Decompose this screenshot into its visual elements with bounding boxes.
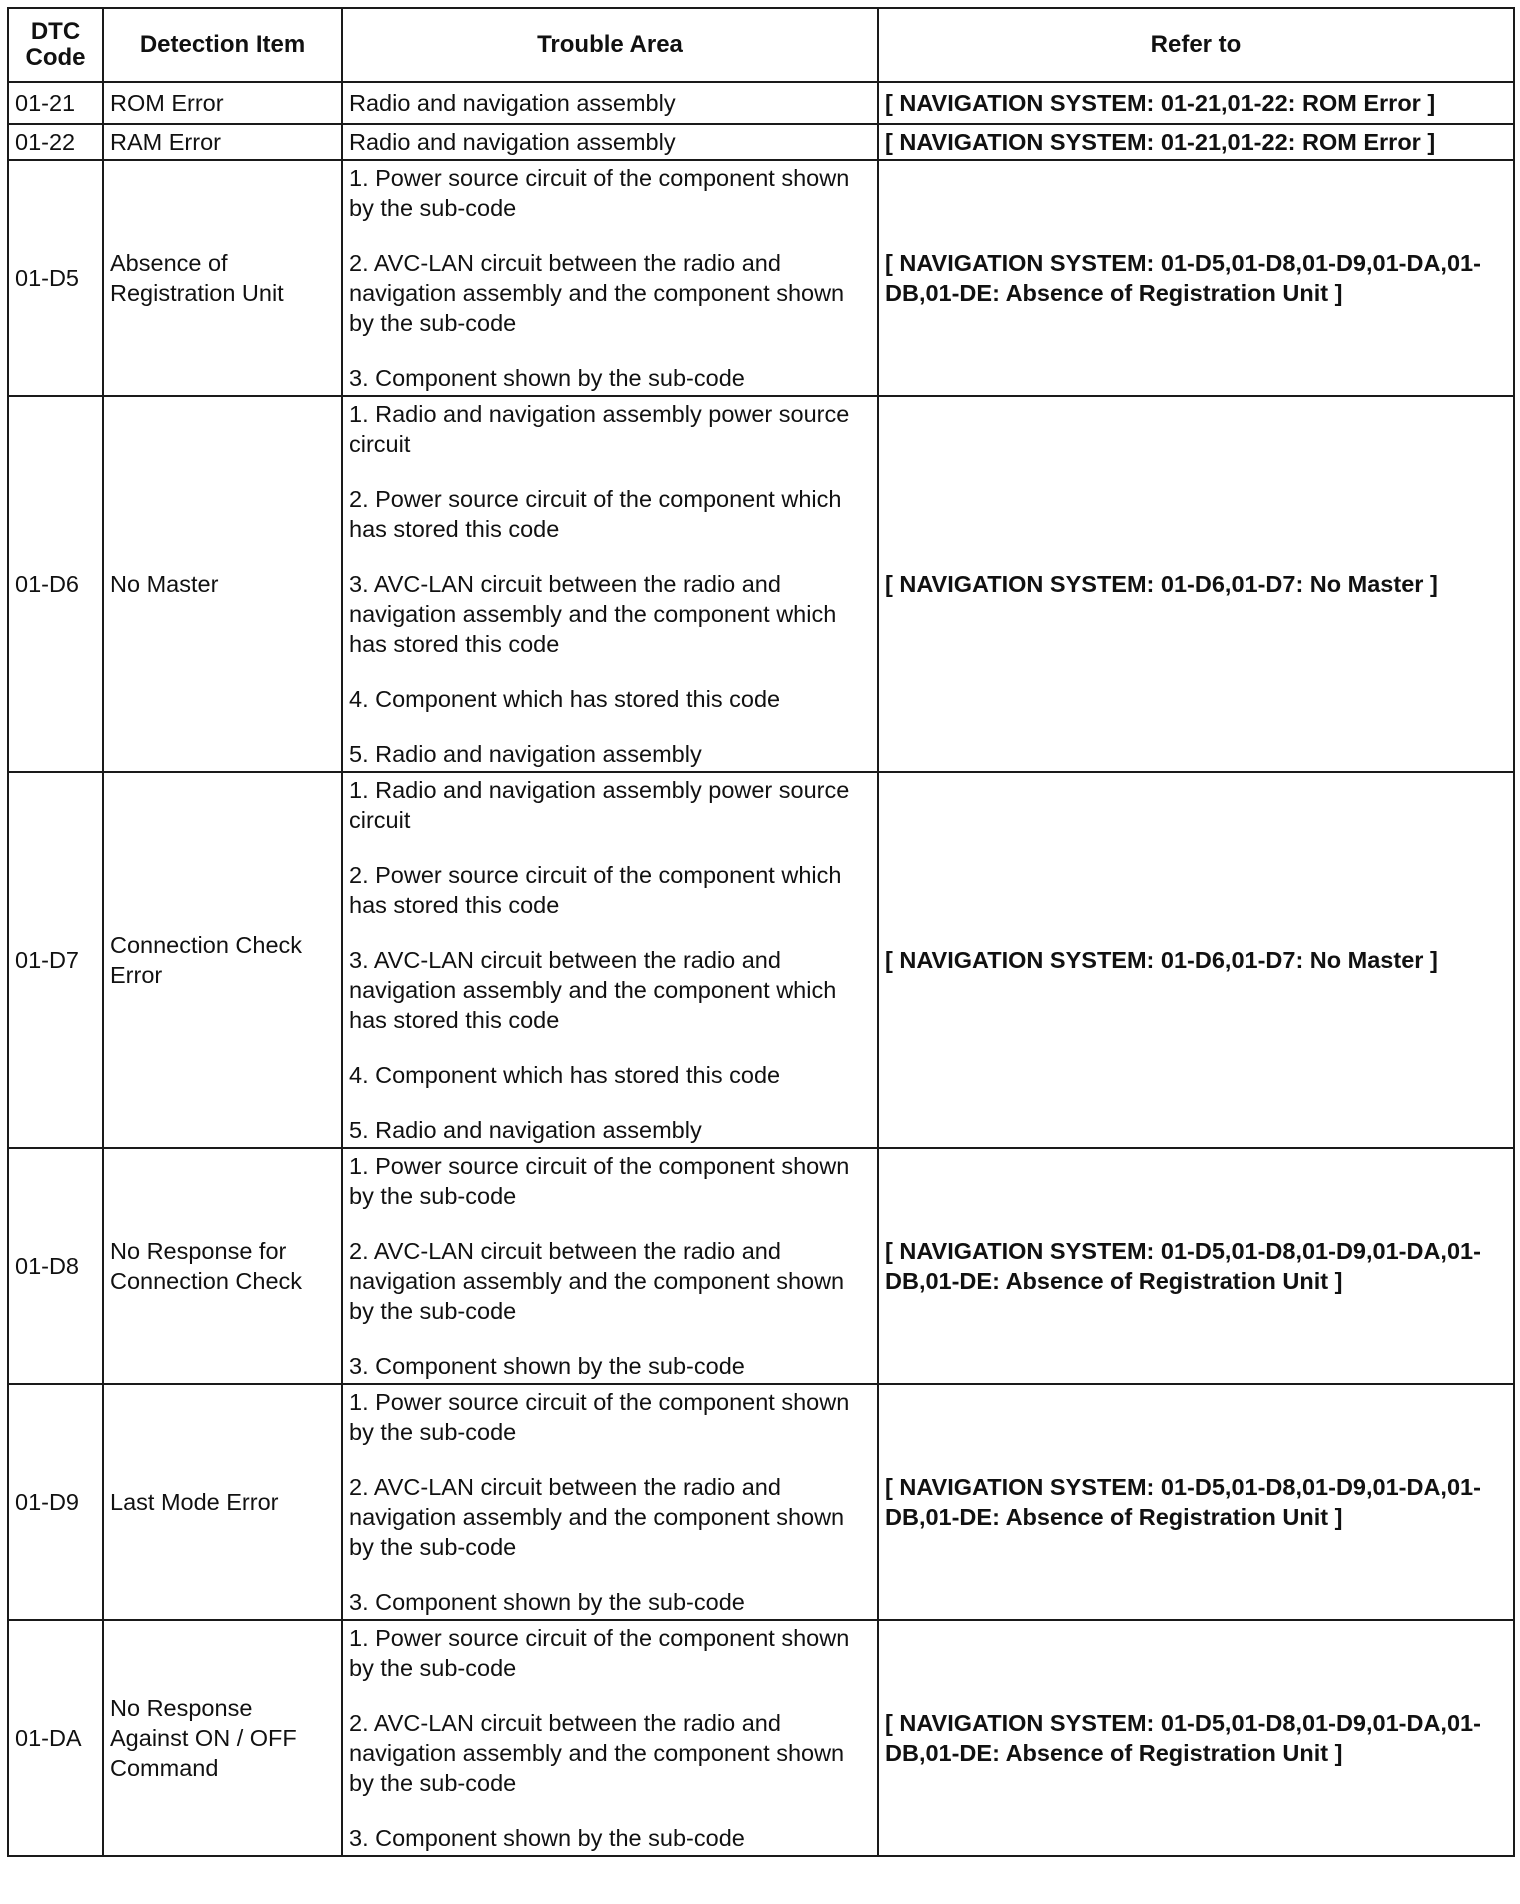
- trouble-area-item: 1. Radio and navigation assembly power source circuit: [349, 401, 850, 457]
- trouble-area-cell: [342, 1620, 878, 1856]
- detection-item-cell: ROM Error: [103, 82, 342, 124]
- trouble-area-item: 3. AVC-LAN circuit between the radio and navigation assembly and the component which has stored this code: [349, 571, 837, 657]
- trouble-area-item: 1. Power source circuit of the component shown by the sub-code: [349, 1153, 850, 1209]
- table-row: [8, 1620, 1514, 1856]
- dtc-code-cell: 01-DA: [8, 1620, 103, 1856]
- dtc-code-cell: 01-D8: [8, 1148, 103, 1384]
- trouble-area-item: 3. AVC-LAN circuit between the radio and navigation assembly and the component which has stored this code: [349, 947, 837, 1033]
- detection-item-cell: Connection Check Error: [103, 772, 342, 1148]
- trouble-area-item: 1. Power source circuit of the component shown by the sub-code: [349, 165, 850, 221]
- refer-to-link[interactable]: [ NAVIGATION SYSTEM: 01-D5,01-D8,01-D9,01-DA,01-DB,01-DE: Absence of Registration Unit ]: [878, 160, 1514, 396]
- trouble-area-item: 4. Component which has stored this code: [349, 686, 781, 712]
- refer-to-link[interactable]: [ NAVIGATION SYSTEM: 01-21,01-22: ROM Error ]: [878, 124, 1514, 160]
- dtc-code-cell: 01-D6: [8, 396, 103, 772]
- refer-to-link[interactable]: [ NAVIGATION SYSTEM: 01-D5,01-D8,01-D9,01-DA,01-DB,01-DE: Absence of Registration Unit ]: [878, 1384, 1514, 1620]
- trouble-area-item: 1. Power source circuit of the component shown by the sub-code: [349, 1389, 850, 1445]
- detection-item-cell: Absence of Registration Unit: [103, 160, 342, 396]
- trouble-area-item: 3. Component shown by the sub-code: [349, 1353, 745, 1379]
- refer-to-link[interactable]: [ NAVIGATION SYSTEM: 01-D6,01-D7: No Master ]: [878, 396, 1514, 772]
- trouble-area-item: 3. Component shown by the sub-code: [349, 365, 745, 391]
- detection-item-cell: No Master: [103, 396, 342, 772]
- trouble-area-item: 4. Component which has stored this code: [349, 1062, 781, 1088]
- header-refer-to: Refer to: [878, 8, 1514, 82]
- table-row: [8, 772, 1514, 1148]
- table-row: [8, 396, 1514, 772]
- header-trouble-area: Trouble Area: [342, 8, 878, 82]
- trouble-area-cell: [342, 82, 878, 124]
- refer-to-link[interactable]: [ NAVIGATION SYSTEM: 01-D6,01-D7: No Master ]: [878, 772, 1514, 1148]
- trouble-area-item: 2. AVC-LAN circuit between the radio and navigation assembly and the component shown by the sub-code: [349, 1710, 845, 1796]
- trouble-area-item: 2. Power source circuit of the component which has stored this code: [349, 486, 842, 542]
- trouble-area-item: 2. Power source circuit of the component which has stored this code: [349, 862, 842, 918]
- dtc-code-cell: 01-D9: [8, 1384, 103, 1620]
- detection-item-cell: No Response for Connection Check: [103, 1148, 342, 1384]
- dtc-code-cell: 01-22: [8, 124, 103, 160]
- table-row: [8, 1384, 1514, 1620]
- refer-to-link[interactable]: [ NAVIGATION SYSTEM: 01-D5,01-D8,01-D9,01-DA,01-DB,01-DE: Absence of Registration Unit ]: [878, 1620, 1514, 1856]
- trouble-area-item: 1. Radio and navigation assembly power source circuit: [349, 777, 850, 833]
- table-row: [8, 82, 1514, 124]
- detection-item-cell: RAM Error: [103, 124, 342, 160]
- trouble-area-item: 2. AVC-LAN circuit between the radio and navigation assembly and the component shown by the sub-code: [349, 1474, 845, 1560]
- refer-to-link[interactable]: [ NAVIGATION SYSTEM: 01-D5,01-D8,01-D9,01-DA,01-DB,01-DE: Absence of Registration Unit ]: [878, 1148, 1514, 1384]
- detection-item-cell: No Response Against ON / OFF Command: [103, 1620, 342, 1856]
- detection-item-cell: Last Mode Error: [103, 1384, 342, 1620]
- trouble-area-item: 2. AVC-LAN circuit between the radio and navigation assembly and the component shown by the sub-code: [349, 1238, 845, 1324]
- dtc-code-cell: 01-21: [8, 82, 103, 124]
- header-dtc-code: DTC Code: [8, 8, 103, 82]
- trouble-area-cell: [342, 1384, 878, 1620]
- trouble-area-item: 5. Radio and navigation assembly: [349, 1117, 702, 1143]
- dtc-code-cell: 01-D7: [8, 772, 103, 1148]
- trouble-area-cell: [342, 160, 878, 396]
- header-row: [8, 8, 1514, 82]
- trouble-area-item: 2. AVC-LAN circuit between the radio and navigation assembly and the component shown by the sub-code: [349, 250, 845, 336]
- header-detection-item: Detection Item: [103, 8, 342, 82]
- table-body: [8, 82, 1514, 1856]
- trouble-area-item: 3. Component shown by the sub-code: [349, 1825, 745, 1851]
- trouble-area-item: 1. Power source circuit of the component shown by the sub-code: [349, 1625, 850, 1681]
- trouble-area-item: 5. Radio and navigation assembly: [349, 741, 702, 767]
- trouble-area-item: 3. Component shown by the sub-code: [349, 1589, 745, 1615]
- trouble-area-cell: [342, 1148, 878, 1384]
- table-row: [8, 160, 1514, 396]
- trouble-area-cell: [342, 124, 878, 160]
- trouble-area-cell: [342, 396, 878, 772]
- table-row: [8, 1148, 1514, 1384]
- dtc-code-cell: 01-D5: [8, 160, 103, 396]
- dtc-table: [7, 7, 1515, 1857]
- trouble-area-cell: [342, 772, 878, 1148]
- trouble-area-item: Radio and navigation assembly: [349, 129, 676, 155]
- refer-to-link[interactable]: [ NAVIGATION SYSTEM: 01-21,01-22: ROM Error ]: [878, 82, 1514, 124]
- table-row: [8, 124, 1514, 160]
- trouble-area-item: Radio and navigation assembly: [349, 90, 676, 116]
